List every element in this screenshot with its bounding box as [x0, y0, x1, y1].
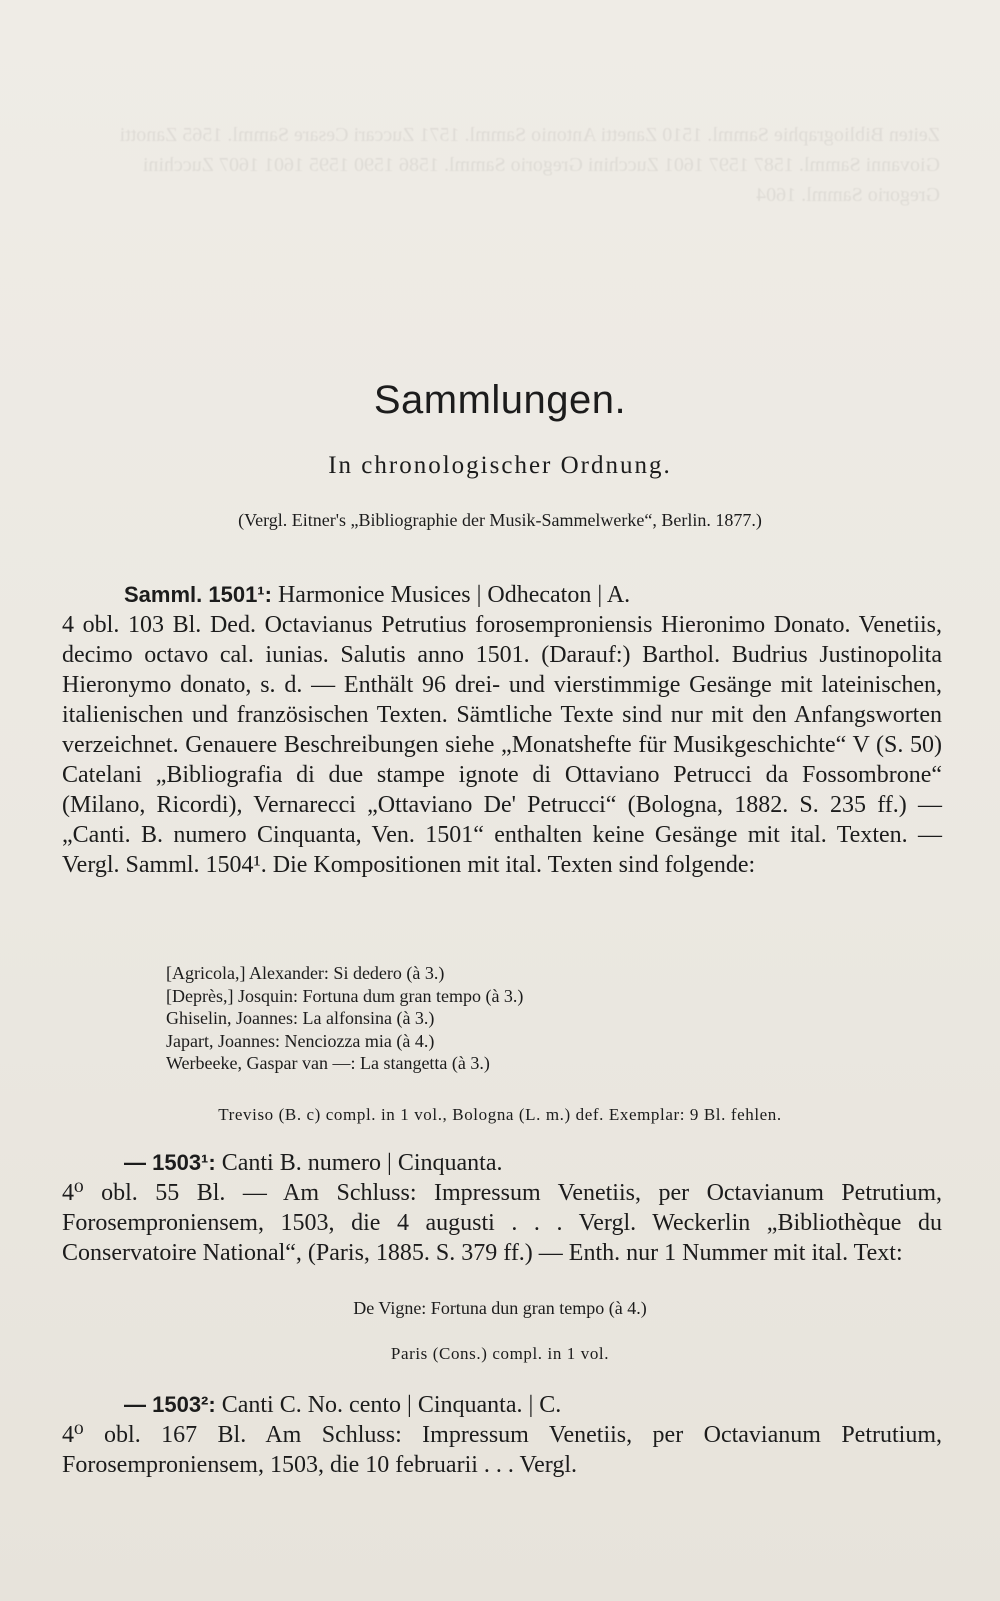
- entry-1503-1: [62, 1148, 942, 1268]
- entry-label: Samml. 1501¹:: [124, 582, 272, 607]
- holdings-note: Paris (Cons.) compl. in 1 vol.: [390, 1344, 610, 1363]
- list-item: Werbeeke, Gaspar van —: La stangetta (à 3.): [166, 1053, 490, 1073]
- entry-heading: [62, 580, 942, 610]
- list-item: [Agricola,] Alexander: Si dedero (à 3.): [166, 963, 445, 983]
- list-item: Ghiselin, Joannes: La alfonsina (à 3.): [166, 1008, 435, 1028]
- list-item: [Deprès,] Josquin: Fortuna dum gran tempo (à 3.): [166, 985, 524, 1006]
- page-subtitle: In chronologischer Ordnung.: [328, 452, 672, 479]
- entry-label: — 1503¹:: [124, 1150, 216, 1175]
- entry-heading: [62, 1390, 942, 1420]
- entry-description: 4⁰ obl. 167 Bl. Am Schluss: Impressum Venetiis, per Octavianum Petrutium, Forosemproniensem, 1503, die 10 februarii . . . Vergl.: [62, 1422, 942, 1478]
- composition-item: De Vigne: Fortuna dun gran tempo (à 4.): [353, 1298, 647, 1318]
- composition-list: [166, 962, 926, 1075]
- entry-description: 4 obl. 103 Bl. Ded. Octavianus Petrutius forosemproniensis Hieronimo Donato. Venetiis, decimo octavo cal. iunias. Salutis anno 1501. (Darauf:) Barthol. Budrius Justinopolita Hieronymo donato, s. d. — Enthält 96 drei- und vierstimmige Gesänge mit lateinischen, italienischen und französischen Texten. Sämtliche Texte sind nur mit den Anfangsworten verzeichnet. Genauere Beschreibungen siehe „Monatshefte für Musikgeschichte“ V (S. 50) Catelani „Bibliografia di due stampe ignote di Ottaviano Petrucci da Fossombrone“ (Milano, Ricordi), Vernarecci „Ottaviano De' Petrucci“ (Bologna, 1882. S. 235 ff.) — „Canti. B. numero Cinquanta, Ven. 1501“ enthalten keine Gesänge mit ital. Texten. — Vergl. Samml. 1504¹. Die Kompositionen mit ital. Texten sind folgende:: [62, 612, 942, 878]
- entry-1501: [62, 580, 942, 880]
- entry-title: Harmonice Musices | Odhecaton | A.: [277, 582, 631, 608]
- page-title: Sammlungen.: [373, 378, 627, 422]
- bibliographic-reference: (Vergl. Eitner's „Bibliographie der Musik-Sammelwerke“, Berlin. 1877.): [238, 510, 762, 530]
- show-through-text: Zeiten Bibliographie Samml. 1510 Zanetti Antonio Samml. 1571 Zuccari Cesare Samml. 1565 Zanotti Giovanni Samml. 1587 1597 1601 Zucchini Gregorio Samml. 1586 1590 1595 1601 1607 Zucchini Gregorio Samml. 1604: [119, 124, 940, 206]
- entry-description: 4⁰ obl. 55 Bl. — Am Schluss: Impressum Venetiis, per Octavianum Petrutium, Forosemproniensem, 1503, die 4 augusti . . . Vergl. Weckerlin „Bibliothèque du Conservatoire National“, (Paris, 1885. S. 379 ff.) — Enth. nur 1 Nummer mit ital. Text:: [62, 1180, 942, 1266]
- entry-title: Canti C. No. cento | Cinquanta. | C.: [221, 1392, 562, 1418]
- holdings-note: Treviso (B. c) compl. in 1 vol., Bologna (L. m.) def. Exemplar: 9 Bl. fehlen.: [218, 1105, 782, 1124]
- entry-title: Canti B. numero | Cinquanta.: [221, 1150, 503, 1176]
- entry-1503-2: [62, 1390, 942, 1480]
- list-item: Japart, Joannes: Nenciozza mia (à 4.): [166, 1030, 435, 1051]
- entry-heading: [62, 1148, 942, 1178]
- entry-label: — 1503²:: [124, 1392, 216, 1417]
